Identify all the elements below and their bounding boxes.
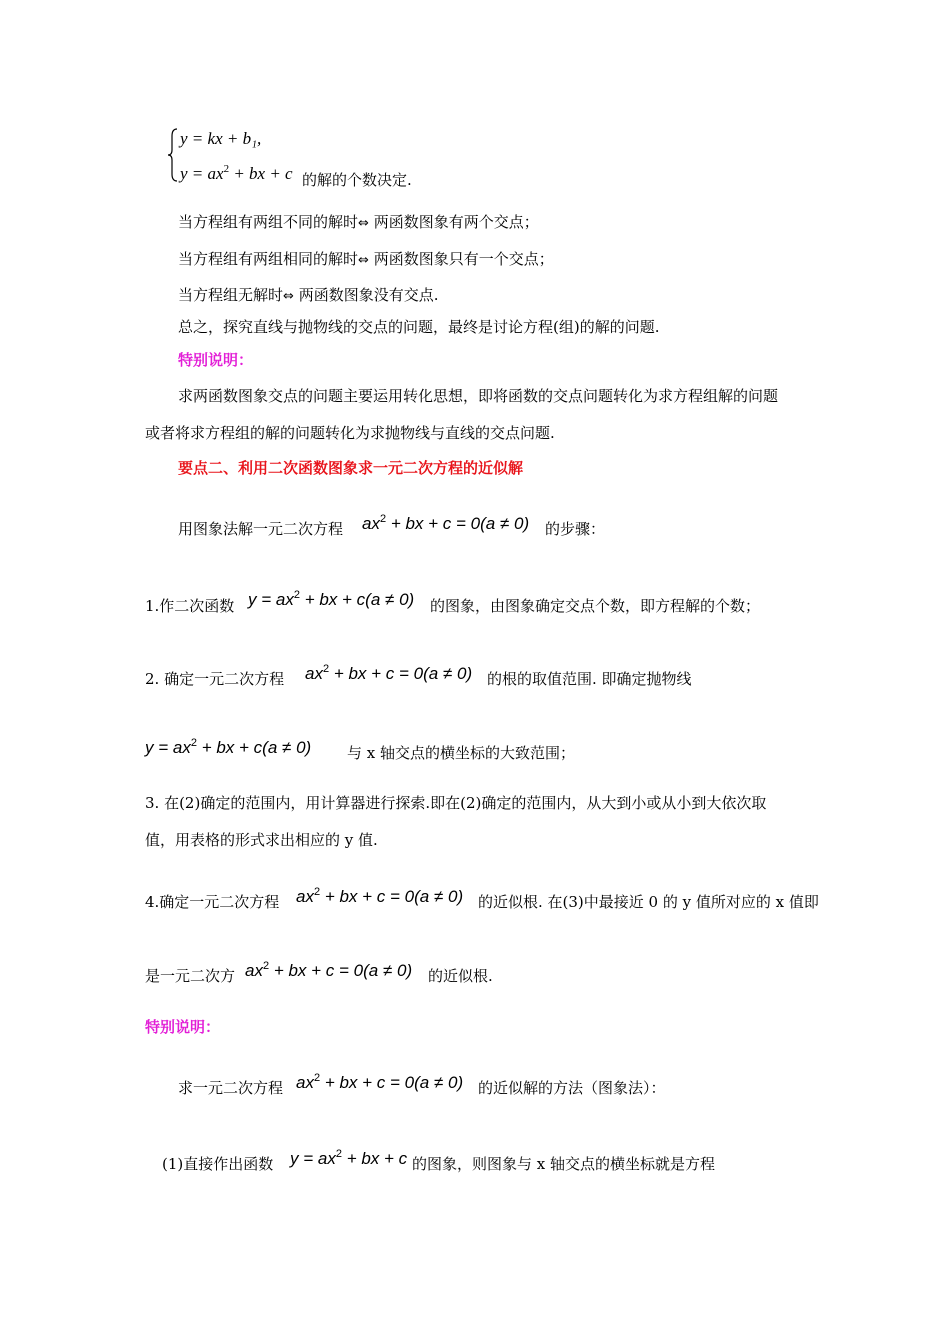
formula-quadratic-function: $y = ax^2$ + bx + c(a ≠ 0): [145, 737, 312, 757]
formula-quadratic-function: $y = ax^2$ + bx + c: [290, 1148, 408, 1168]
step4-continuation: 是一元二次方: [145, 967, 236, 985]
step4-text: 4.确定一元二次方程: [145, 893, 280, 911]
note1-paragraph-line1: 求两函数图象交点的问题主要运用转化思想，即将函数的交点问题转化为求方程组解的问题: [178, 387, 779, 405]
step4-tail: 的近似根. 在(3)中最接近 0 的 y 值所对应的 x 值即: [478, 893, 819, 911]
system-brace: [168, 128, 178, 182]
system-equation-2: $y = ax^2$ + bx + c: [180, 163, 293, 183]
step1-text: 1.作二次函数: [145, 597, 235, 615]
step3-line2: 值，用表格的形式求出相应的 y 值.: [145, 831, 378, 849]
step1-tail: 的图象，由图象确定交点个数，即方程解的个数；: [430, 597, 761, 615]
summary-text: 总之，探究直线与抛物线的交点的问题，最终是讨论方程(组)的解的问题.: [178, 318, 660, 336]
formula-quadratic-equation: $ax^2$ + bx + c = 0(a ≠ 0): [362, 513, 530, 533]
section-intro-text: 用图象法解一元二次方程: [178, 520, 344, 538]
formula-quadratic-equation: $ax^2$ + bx + c = 0(a ≠ 0): [305, 663, 473, 683]
note-heading-2: 特别说明：: [145, 1018, 221, 1036]
section-intro-tail: 的步骤：: [545, 520, 606, 538]
section-heading: 要点二、利用二次函数图象求一元二次方程的近似解: [178, 459, 524, 477]
formula-quadratic-equation: $ax^2$ + bx + c = 0(a ≠ 0): [296, 886, 464, 906]
step2-text: 2. 确定一元二次方程: [145, 670, 285, 688]
step2-continuation: 与 x 轴交点的横坐标的大致范围；: [347, 744, 575, 762]
step4-continuation-tail: 的近似根.: [428, 967, 493, 985]
system-tail-text: 的解的个数决定.: [302, 171, 412, 189]
note-heading-1: 特别说明：: [178, 351, 254, 369]
iff-arrow-icon: ⇔: [283, 289, 294, 304]
iff-arrow-icon: ⇔: [358, 216, 369, 231]
iff-arrow-icon: ⇔: [358, 253, 369, 268]
formula-quadratic-function: $y = ax^2$ + bx + c(a ≠ 0): [248, 589, 415, 609]
formula-quadratic-equation: $ax^2$ + bx + c = 0(a ≠ 0): [296, 1072, 464, 1092]
case-no-solution: 当方程组无解时⇔ 两函数图象没有交点.: [178, 286, 439, 304]
step3-line1: 3. 在(2)确定的范围内，用计算器进行探索.即在(2)确定的范围内，从大到小或从小到大依次取: [145, 794, 767, 812]
step2-tail: 的根的取值范围. 即确定抛物线: [487, 670, 692, 688]
note2-tail: 的近似解的方法（图象法）：: [478, 1079, 666, 1097]
formula-quadratic-equation: $ax^2$ + bx + c = 0(a ≠ 0): [245, 960, 413, 980]
note2-method-text: (1)直接作出函数: [162, 1155, 274, 1173]
case-two-same: 当方程组有两组相同的解时⇔ 两函数图象只有一个交点；: [178, 250, 554, 268]
case-two-distinct: 当方程组有两组不同的解时⇔ 两函数图象有两个交点；: [178, 213, 539, 231]
system-equation-1: y = kx + b₁,: [180, 129, 262, 148]
note1-paragraph-line2: 或者将求方程组的解的问题转化为求抛物线与直线的交点问题.: [145, 424, 555, 442]
note2-text: 求一元二次方程: [178, 1079, 284, 1097]
note2-method-tail: 的图象，则图象与 x 轴交点的横坐标就是方程: [412, 1155, 715, 1173]
